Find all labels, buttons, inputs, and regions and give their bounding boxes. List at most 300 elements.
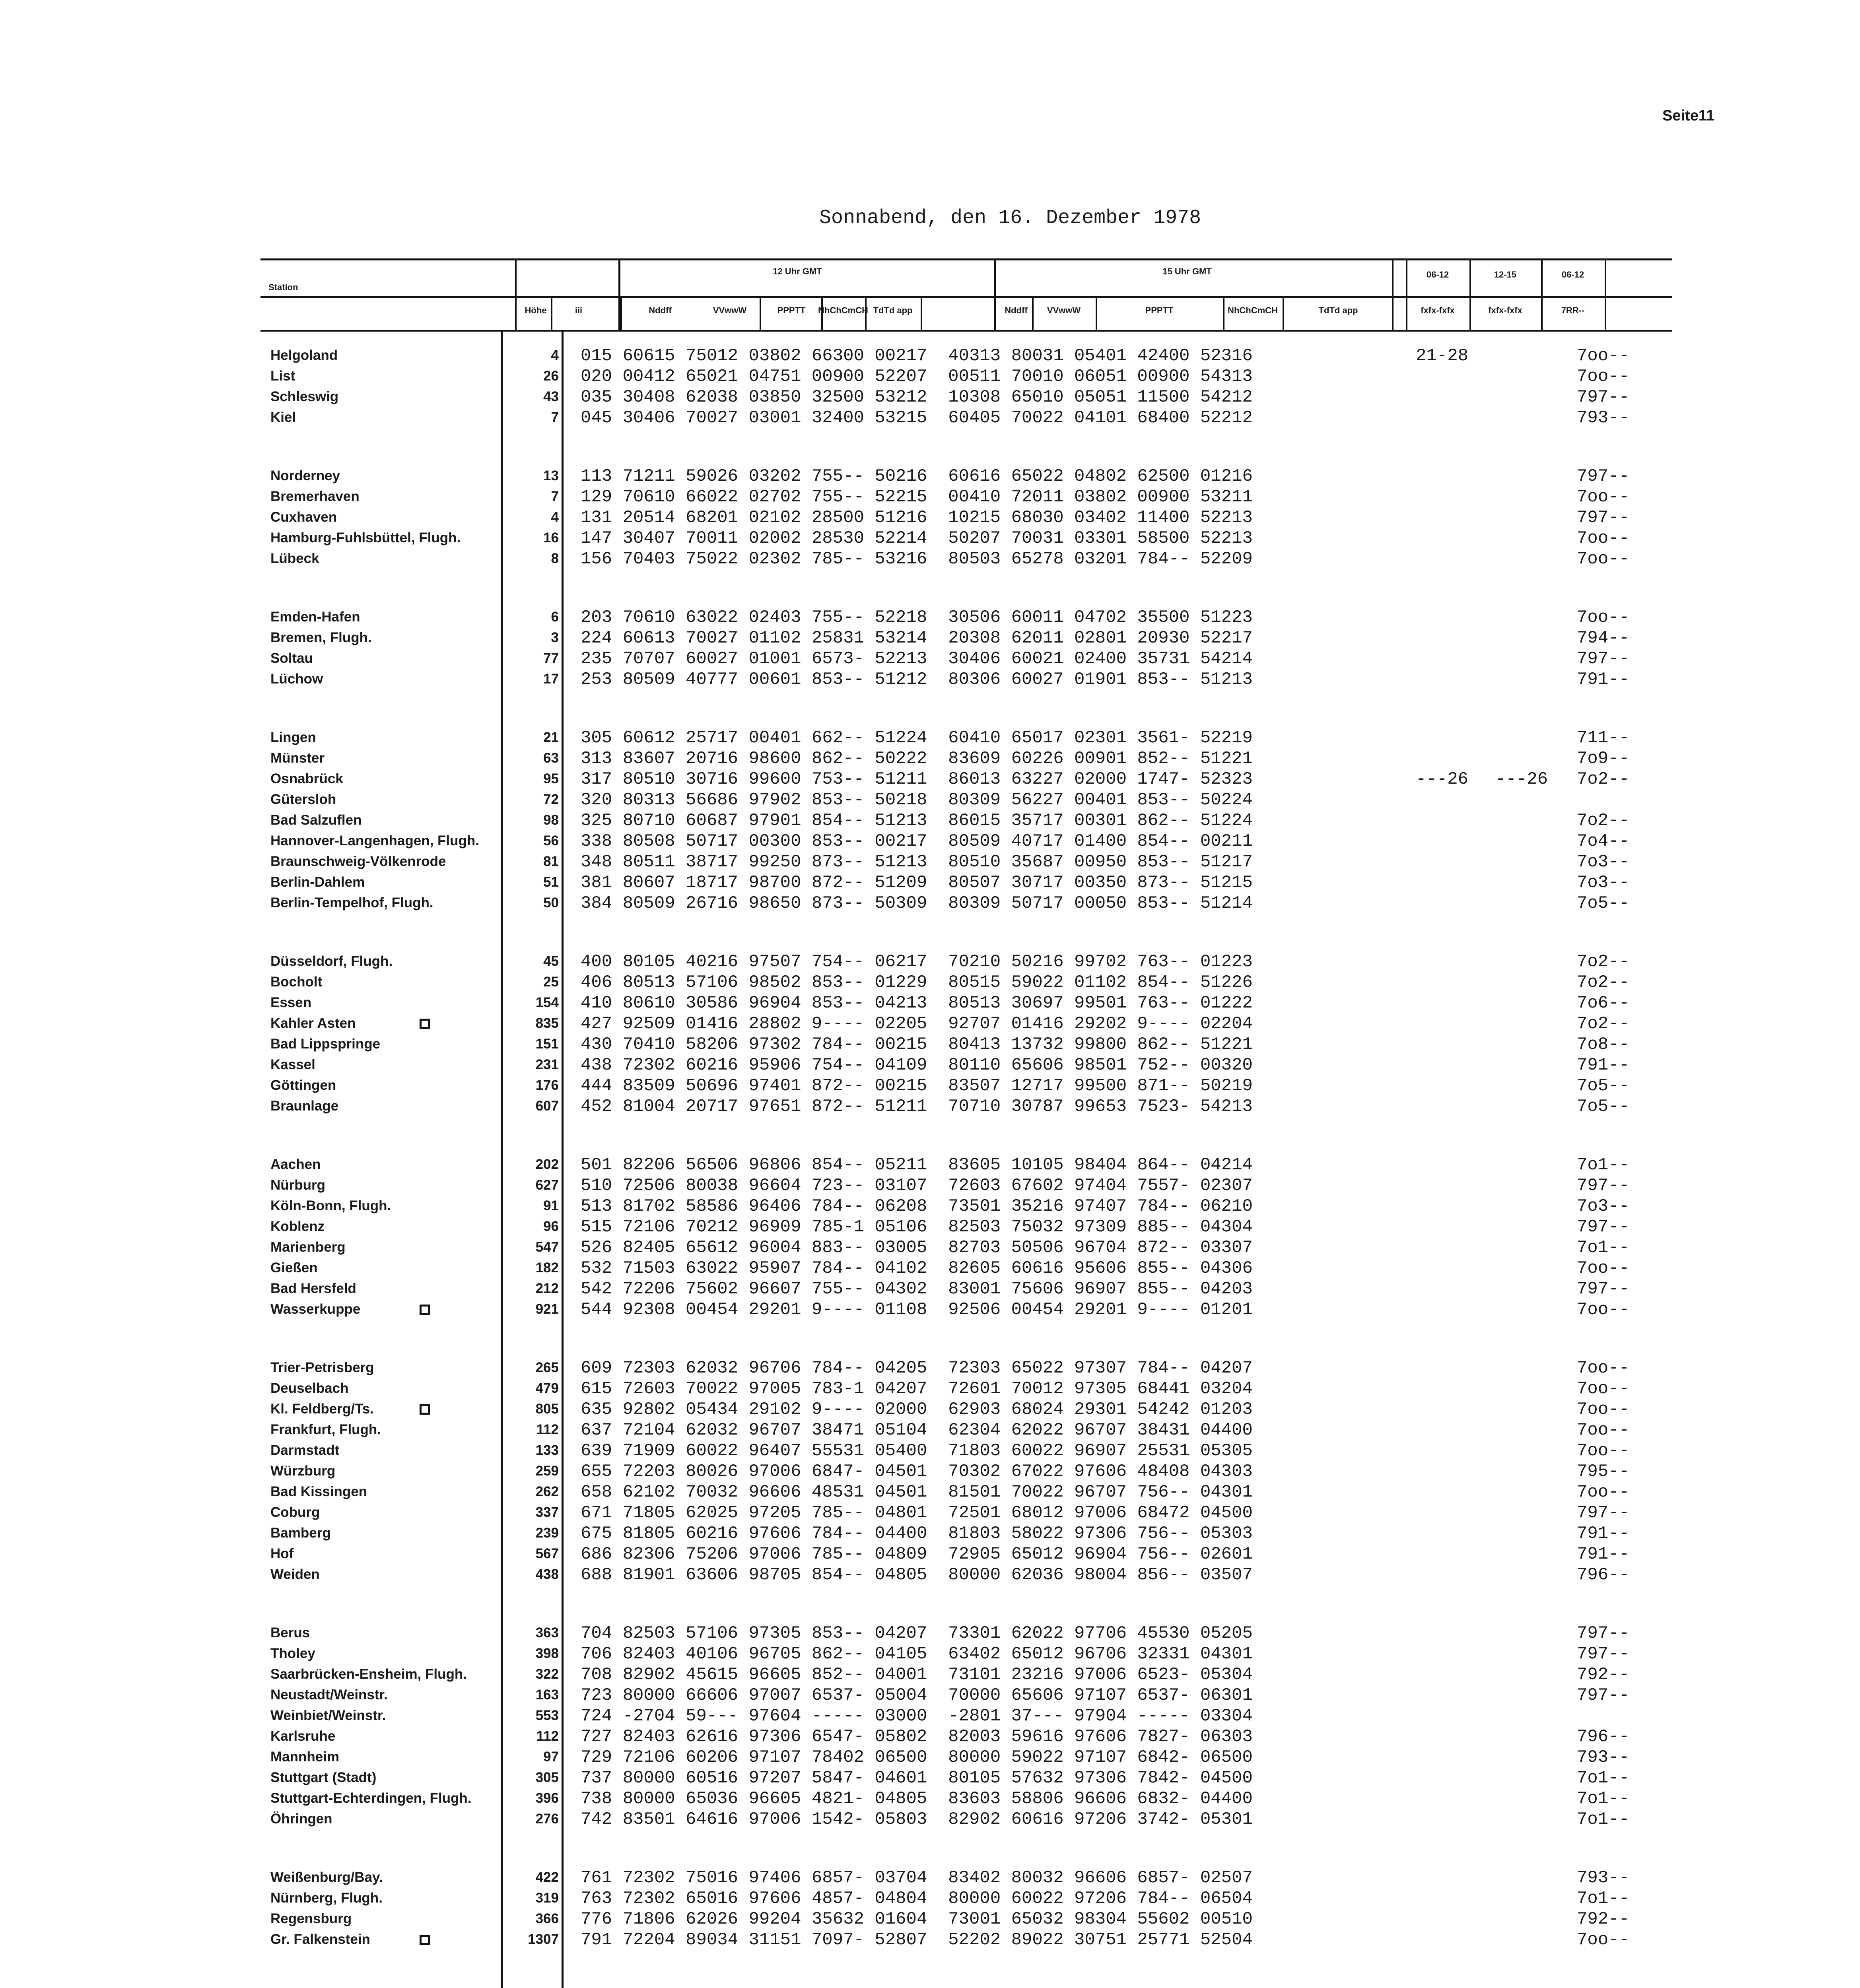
station-height: 43 <box>543 389 559 404</box>
station-name: Wasserkuppe <box>270 1301 361 1317</box>
observation-data: 675 81805 60216 97606 784-- 04400 81803 58022 97306 756-- 05303 <box>581 1524 1253 1543</box>
station-height: 239 <box>535 1525 559 1541</box>
header-group-divider-0 <box>618 258 620 332</box>
station-name: Neustadt/Weinstr. <box>270 1687 388 1703</box>
station-name: Trier-Petrisberg <box>270 1360 374 1375</box>
header-extra-bottom-2: 7RR-- <box>1561 305 1585 315</box>
station-height: 398 <box>535 1646 559 1661</box>
header-iii: iii <box>575 305 583 315</box>
station-height: 56 <box>543 833 559 848</box>
station-height: 363 <box>535 1625 559 1640</box>
station-name: Braunschweig-Völkenrode <box>270 854 446 869</box>
station-height: 6 <box>551 609 559 625</box>
extra-06-12-code: 797-- <box>1577 508 1630 528</box>
observation-data: 325 80710 60687 97901 854-- 51213 86015 35717 00301 862-- 51224 <box>581 811 1253 831</box>
observation-data: 658 62102 70032 96606 48531 04501 81501 70022 96707 756-- 04301 <box>581 1482 1253 1502</box>
observation-data: 544 92308 00454 29201 9---- 01108 92506 00454 29201 9---- 01201 <box>581 1300 1253 1320</box>
header-divider-extra-1 <box>1406 258 1407 332</box>
station-name: Braunlage <box>270 1098 339 1114</box>
extra-06-12-code: 795-- <box>1577 1462 1630 1481</box>
extra-06-12-code: 793-- <box>1577 1868 1630 1888</box>
extra-06-12-code: 7o5-- <box>1577 893 1630 913</box>
observation-data: 706 82403 40106 96705 862-- 04105 63402 65012 96706 32331 04301 <box>581 1644 1253 1664</box>
station-height: 163 <box>535 1687 559 1703</box>
observation-data: 317 80510 30716 99600 753-- 51211 86013 63227 02000 1747- 52323 <box>581 769 1253 789</box>
station-height: 7 <box>551 410 559 425</box>
station-name: Köln-Bonn, Flugh. <box>270 1198 391 1213</box>
observation-data: 763 72302 65016 97606 4857- 04804 80000 60022 97206 784-- 06504 <box>581 1889 1253 1908</box>
observation-data: 406 80513 57106 98502 853-- 01229 80515 59022 01102 854-- 51226 <box>581 973 1253 992</box>
station-name: Tholey <box>270 1646 315 1661</box>
station-name: Kiel <box>270 410 296 425</box>
station-height: 396 <box>535 1790 559 1806</box>
header-divider-extra-0 <box>1392 258 1394 332</box>
extra-06-12-code: 7o2-- <box>1577 973 1630 992</box>
observation-data: 147 30407 70011 02002 28530 52214 50207 70031 03301 58500 52213 <box>581 528 1253 548</box>
header-extra-bottom-0: fxfx-fxfx <box>1421 305 1455 315</box>
observation-data: 501 82206 56506 96806 854-- 05211 83605 10105 98404 864-- 04214 <box>581 1155 1253 1175</box>
extra-06-12-code: 791-- <box>1577 1055 1630 1075</box>
station-height: 72 <box>543 792 559 807</box>
extra-06-12-code: 7o3-- <box>1577 873 1630 893</box>
page-title: Sonnabend, den 16. Dezember 1978 <box>819 207 1201 229</box>
station-height: 13 <box>543 468 559 483</box>
station-height: 553 <box>535 1708 559 1723</box>
station-height: 479 <box>535 1380 559 1396</box>
extra-06-12-code: 7o2-- <box>1577 811 1630 831</box>
observation-data: 615 72603 70022 97005 783-1 04207 72601 70012 97305 68441 03204 <box>581 1379 1253 1399</box>
body-rule-height <box>562 332 564 1988</box>
station-name: Bad Lippspringe <box>270 1036 381 1052</box>
station-height: 51 <box>543 874 559 890</box>
station-height: 212 <box>535 1281 559 1296</box>
extra-06-12-code: 797-- <box>1577 1644 1630 1664</box>
station-name: Düsseldorf, Flugh. <box>270 953 393 969</box>
header-divider-15-2 <box>1223 296 1224 332</box>
station-name: Koblenz <box>270 1219 325 1234</box>
extra-06-12-code: 7o1-- <box>1577 1809 1630 1829</box>
station-name: Emden-Hafen <box>270 609 360 625</box>
observation-data: 131 20514 68201 02102 28500 51216 10215 68030 03402 11400 52213 <box>581 508 1253 528</box>
observation-data: 686 82306 75206 97006 785-- 04809 72905 65012 96904 756-- 02601 <box>581 1544 1253 1564</box>
station-name: List <box>270 368 295 384</box>
observation-data: 045 30406 70027 03001 32400 53215 60405 70022 04101 68400 52212 <box>581 408 1253 428</box>
station-height: 112 <box>536 1728 559 1744</box>
station-name: Frankfurt, Flugh. <box>270 1422 381 1437</box>
station-name: Hannover-Langenhagen, Flugh. <box>270 833 480 848</box>
header-divider-15-1 <box>1096 296 1097 332</box>
station-height: 276 <box>535 1811 559 1827</box>
station-height: 567 <box>535 1546 559 1561</box>
extra-06-12-code: 7o1-- <box>1577 1238 1630 1258</box>
station-name: Bremen, Flugh. <box>270 630 372 645</box>
observation-data: 704 82503 57106 97305 853-- 04207 73301 62022 97706 45530 05205 <box>581 1623 1253 1643</box>
extra-06-12-code: 7o1-- <box>1577 1768 1630 1788</box>
observation-data: 427 92509 01416 28802 9---- 02205 92707 01416 29202 9---- 02204 <box>581 1014 1253 1034</box>
observation-data: 738 80000 65036 96605 4821- 04805 83603 58806 96606 6832- 04400 <box>581 1789 1253 1809</box>
header-col-12-4: TdTd app <box>873 305 913 315</box>
extra-06-12-code: 7oo-- <box>1577 1358 1630 1378</box>
station-name: Bamberg <box>270 1525 331 1541</box>
station-height: 182 <box>535 1260 559 1276</box>
extra-06-12-code: 7o1-- <box>1577 1155 1630 1175</box>
station-height: 45 <box>543 953 559 969</box>
observation-data: 224 60613 70027 01102 25831 53214 20308 62011 02801 20930 52217 <box>581 628 1253 648</box>
station-name: Schleswig <box>270 389 339 404</box>
station-height: 547 <box>535 1239 559 1255</box>
station-name: Helgoland <box>270 348 338 363</box>
station-name: Saarbrücken-Ensheim, Flugh. <box>270 1666 467 1682</box>
observation-data: 513 81702 58586 96406 784-- 06208 73501 35216 97407 784-- 06210 <box>581 1196 1253 1216</box>
header-col-12-2: PPPTT <box>777 305 806 315</box>
observation-data: 020 00412 65021 04751 00900 52207 00511 70010 06051 00900 54313 <box>581 367 1253 386</box>
observation-data: 742 83501 64616 97006 1542- 05803 82902 60616 97206 3742- 05301 <box>581 1809 1253 1829</box>
station-height: 3 <box>551 630 559 645</box>
station-height: 96 <box>543 1219 559 1234</box>
station-height: 50 <box>543 895 559 911</box>
station-height: 607 <box>535 1098 559 1114</box>
header-col-12-0: Nddff <box>649 305 672 315</box>
station-height: 21 <box>543 730 559 745</box>
table-header <box>260 258 1672 334</box>
observation-data: 688 81901 63606 98705 854-- 04805 80000 62036 98004 856-- 03507 <box>581 1565 1253 1585</box>
observation-data: 444 83509 50696 97401 872-- 00215 83507 12717 99500 871-- 50219 <box>581 1076 1253 1096</box>
header-extra-top-0: 06-12 <box>1426 270 1449 280</box>
station-name: Göttingen <box>270 1077 336 1093</box>
observation-data: 655 72203 80026 97006 6847- 04501 70302 67022 97606 48408 04303 <box>581 1462 1253 1481</box>
station-height: 151 <box>535 1036 559 1052</box>
extra-06-12-code: 7oo-- <box>1577 1258 1630 1278</box>
header-divider-12-6 <box>921 296 922 332</box>
header-col-15-4: TdTd app <box>1318 305 1358 315</box>
extra-06-12-code: 791-- <box>1577 1544 1630 1564</box>
station-name: Darmstadt <box>270 1442 340 1458</box>
station-name: Aachen <box>270 1157 321 1172</box>
extra-06-12-code: 7o5-- <box>1577 1076 1630 1096</box>
extra-06-12-code: 7o2-- <box>1577 952 1630 972</box>
station-name: Berlin-Tempelhof, Flugh. <box>270 895 433 911</box>
extra-06-12-code: 7oo-- <box>1577 608 1630 627</box>
extra-06-12-code: 7o5-- <box>1577 1097 1630 1116</box>
station-name: Kahler Asten <box>270 1015 356 1031</box>
station-name: Deuselbach <box>270 1380 349 1396</box>
station-height: 4 <box>551 509 559 525</box>
extra-06-12-code: 797-- <box>1577 649 1630 669</box>
extra-06-12-code: 796-- <box>1577 1727 1630 1747</box>
extra-06-12-code: 7o3-- <box>1577 852 1630 872</box>
header-divider-12-3 <box>760 296 761 332</box>
observation-data: 609 72303 62032 96706 784-- 04205 72303 65022 97307 784-- 04207 <box>581 1358 1253 1378</box>
extra-06-12: 21-28 <box>1416 346 1469 366</box>
extra-06-12-code: 797-- <box>1577 1176 1630 1196</box>
observation-data: 526 82405 65612 96004 883-- 03005 82703 50506 96704 872-- 03307 <box>581 1238 1253 1258</box>
observation-data: 791 72204 89034 31151 7097- 52807 52202 89022 30751 25771 52504 <box>581 1930 1253 1950</box>
header-rule-mid <box>260 296 1672 298</box>
extra-06-12-code: 7oo-- <box>1577 528 1630 548</box>
station-height: 8 <box>551 551 559 566</box>
station-height: 17 <box>543 671 559 687</box>
header-col-15-0: Nddff <box>1005 305 1028 315</box>
extra-06-12-code: 7oo-- <box>1577 346 1630 366</box>
extra-06-12-code: 7oo-- <box>1577 1441 1630 1461</box>
header-divider-12-1 <box>551 296 552 332</box>
observation-data: 235 70707 60027 01001 6573- 52213 30406 60021 02400 35731 54214 <box>581 649 1253 669</box>
station-name: Marienberg <box>270 1239 346 1255</box>
station-name: Regensburg <box>270 1911 352 1926</box>
header-extra-top-2: 06-12 <box>1561 270 1584 280</box>
open-square-icon <box>420 1305 430 1315</box>
header-col-12-1: VVwwW <box>713 305 747 315</box>
observation-data: 727 82403 62616 97306 6547- 05802 82003 59616 97606 7827- 06303 <box>581 1727 1253 1747</box>
station-height: 322 <box>535 1666 559 1682</box>
extra-06-12-code: 796-- <box>1577 1565 1630 1585</box>
extra-06-12-code: 797-- <box>1577 1279 1630 1299</box>
station-name: Coburg <box>270 1505 320 1520</box>
header-divider-12-2 <box>620 296 622 332</box>
extra-06-12-code: 7o6-- <box>1577 993 1630 1013</box>
extra-06-12-code: 7oo-- <box>1577 1420 1630 1440</box>
station-name: Karlsruhe <box>270 1728 336 1744</box>
station-height: 133 <box>535 1442 559 1458</box>
observation-data: 203 70610 63022 02403 755-- 52218 30506 60011 04702 35500 51223 <box>581 608 1253 627</box>
extra-12-15: ---26 <box>1495 769 1548 789</box>
extra-06-12-code: 793-- <box>1577 1747 1630 1767</box>
header-extra-bottom-1: fxfx-fxfx <box>1488 305 1522 315</box>
station-name: Weinbiet/Weinstr. <box>270 1708 386 1723</box>
station-name: Norderney <box>270 468 340 483</box>
station-name: Kassel <box>270 1057 315 1072</box>
body-rule-left <box>501 332 503 1988</box>
observation-data: 542 72206 75602 96607 755-- 04302 83001 75606 96907 855-- 04203 <box>581 1279 1253 1299</box>
station-height: 438 <box>535 1567 559 1582</box>
station-height: 77 <box>543 650 559 666</box>
observation-data: 129 70610 66022 02702 755-- 52215 00410 72011 03802 00900 53211 <box>581 487 1253 507</box>
observation-data: 639 71909 60022 96407 55531 05400 71803 60022 96907 25531 05305 <box>581 1441 1253 1461</box>
station-height: 16 <box>543 530 559 546</box>
observation-data: 410 80610 30586 96904 853-- 04213 80513 30697 99501 763-- 01222 <box>581 993 1253 1013</box>
header-extra-top-1: 12-15 <box>1494 270 1517 280</box>
extra-06-12-code: 797-- <box>1577 387 1630 407</box>
extra-06-12-code: 797-- <box>1577 1217 1630 1237</box>
station-name: Bad Salzuflen <box>270 812 362 828</box>
extra-06-12-code: 792-- <box>1577 1909 1630 1929</box>
extra-06-12-code: 797-- <box>1577 466 1630 486</box>
observation-data: 737 80000 60516 97207 5847- 04601 80105 57632 97306 7842- 04500 <box>581 1768 1253 1788</box>
observation-data: 708 82902 45615 96605 852-- 04001 73101 23216 97006 6523- 05304 <box>581 1665 1253 1685</box>
station-height: 262 <box>535 1484 559 1499</box>
station-name: Öhringen <box>270 1811 332 1827</box>
extra-06-12-code: 791-- <box>1577 670 1630 689</box>
header-divider-15-0 <box>1032 296 1034 332</box>
station-name: Würzburg <box>270 1463 336 1479</box>
observation-data: 510 72506 80038 96604 723-- 03107 72603 67602 97404 7557- 02307 <box>581 1176 1253 1196</box>
observation-data: 313 83607 20716 98600 862-- 50222 83609 60226 00901 852-- 51221 <box>581 749 1253 769</box>
extra-06-12-code: 7o1-- <box>1577 1889 1630 1908</box>
observation-data: 724 -2704 59--- 97604 ----- 03000 -2801 37--- 97904 ----- 03304 <box>581 1706 1253 1726</box>
station-height: 319 <box>535 1890 559 1906</box>
page-number: Seite11 <box>1662 107 1714 124</box>
station-name: Kl. Feldberg/Ts. <box>270 1401 374 1417</box>
header-hoehe: Höhe <box>525 305 547 315</box>
observation-data: 515 72106 70212 96909 785-1 05106 82503 75032 97309 885-- 04304 <box>581 1217 1253 1237</box>
extra-06-12-code: 7o1-- <box>1577 1789 1630 1809</box>
observation-data: 400 80105 40216 97507 754-- 06217 70210 50216 99702 763-- 01223 <box>581 952 1253 972</box>
open-square-icon <box>420 1019 430 1029</box>
extra-06-12-code: 7oo-- <box>1577 367 1630 386</box>
observation-data: 348 80511 38717 99250 873-- 51213 80510 35687 00950 853-- 51217 <box>581 852 1253 872</box>
extra-06-12-code: 791-- <box>1577 1524 1630 1543</box>
extra-06-12-code: 7oo-- <box>1577 1379 1630 1399</box>
station-name: Gießen <box>270 1260 318 1276</box>
station-height: 176 <box>535 1077 559 1093</box>
station-name: Hof <box>270 1546 294 1561</box>
station-height: 63 <box>543 750 559 766</box>
station-height: 202 <box>535 1157 559 1172</box>
station-height: 1307 <box>528 1932 559 1947</box>
station-name: Stuttgart-Echterdingen, Flugh. <box>270 1790 472 1806</box>
extra-06-12-code: 7oo-- <box>1577 1930 1630 1950</box>
station-name: Münster <box>270 750 325 766</box>
station-height: 7 <box>551 489 559 504</box>
station-height: 95 <box>543 771 559 786</box>
station-height: 422 <box>535 1870 559 1885</box>
header-rule-top <box>260 258 1672 260</box>
station-name: Gr. Falkenstein <box>270 1932 370 1947</box>
extra-06-12-code: 7o3-- <box>1577 1196 1630 1216</box>
station-name: Cuxhaven <box>270 509 337 525</box>
extra-06-12-code: 7o2-- <box>1577 769 1630 789</box>
header-divider-15-3 <box>1283 296 1284 332</box>
station-height: 25 <box>543 974 559 990</box>
station-name: Weiden <box>270 1567 320 1582</box>
open-square-icon <box>420 1404 430 1415</box>
station-name: Nürburg <box>270 1177 326 1193</box>
observation-data: 253 80509 40777 00601 853-- 51212 80306 60027 01901 853-- 51213 <box>581 670 1253 689</box>
station-height: 805 <box>535 1401 559 1417</box>
extra-06-12-code: 7oo-- <box>1577 1482 1630 1502</box>
extra-06-12-code: 7oo-- <box>1577 1400 1630 1419</box>
observation-data: 320 80313 56686 97902 853-- 50218 80309 56227 00401 853-- 50224 <box>581 790 1253 810</box>
station-name: Hamburg-Fuhlsbüttel, Flugh. <box>270 530 461 546</box>
header-divider-station <box>515 258 517 332</box>
observation-data: 035 30408 62038 03850 32500 53212 10308 65010 05051 11500 54212 <box>581 387 1253 407</box>
station-name: Osnabrück <box>270 771 343 786</box>
station-height: 337 <box>535 1505 559 1520</box>
station-height: 835 <box>535 1015 559 1031</box>
header-group-15: 15 Uhr GMT <box>1162 266 1212 276</box>
observation-data: 381 80607 18717 98700 872-- 51209 80507 30717 00350 873-- 51215 <box>581 873 1253 893</box>
station-height: 259 <box>535 1463 559 1479</box>
observation-data: 637 72104 62032 96707 38471 05104 62304 62022 96707 38431 04400 <box>581 1420 1253 1440</box>
station-name: Mannheim <box>270 1749 340 1765</box>
station-height: 26 <box>543 368 559 384</box>
observation-data: 438 72302 60216 95906 754-- 04109 80110 65606 98501 752-- 00320 <box>581 1055 1253 1075</box>
observation-data: 532 71503 63022 95907 784-- 04102 82605 60616 95606 855-- 04306 <box>581 1258 1253 1278</box>
observation-data: 384 80509 26716 98650 873-- 50309 80309 50717 00050 853-- 51214 <box>581 893 1253 913</box>
station-name: Lüchow <box>270 671 323 687</box>
observation-data: 015 60615 75012 03802 66300 00217 40313 80031 05401 42400 52316 <box>581 346 1253 366</box>
station-name: Bad Kissingen <box>270 1484 367 1499</box>
station-height: 305 <box>535 1770 559 1785</box>
observation-data: 671 71805 62025 97205 785-- 04801 72501 68012 97006 68472 04500 <box>581 1503 1253 1523</box>
station-name: Gütersloh <box>270 792 336 807</box>
extra-06-12-code: 797-- <box>1577 1503 1630 1523</box>
observation-data: 156 70403 75022 02302 785-- 53216 80503 65278 03201 784-- 52209 <box>581 549 1253 569</box>
station-name: Lingen <box>270 730 316 745</box>
extra-06-12-code: 7oo-- <box>1577 1300 1630 1320</box>
station-height: 97 <box>543 1749 559 1765</box>
observation-data: 305 60612 25717 00401 662-- 51224 60410 65017 02301 3561- 52219 <box>581 728 1253 748</box>
station-height: 98 <box>543 812 559 828</box>
header-divider-extra-2 <box>1469 258 1471 332</box>
header-col-15-3: NhChCmCH <box>1228 305 1278 315</box>
extra-06-12-code: 7oo-- <box>1577 549 1630 569</box>
station-name: Weißenburg/Bay. <box>270 1870 383 1885</box>
extra-06-12-code: 7o2-- <box>1577 1014 1630 1034</box>
station-name: Stuttgart (Stadt) <box>270 1770 377 1785</box>
extra-06-12-code: 797-- <box>1577 1623 1630 1643</box>
observation-data: 729 72106 60206 97107 78402 06500 80000 59022 97107 6842- 06500 <box>581 1747 1253 1767</box>
station-height: 921 <box>535 1301 559 1317</box>
observation-data: 776 71806 62026 99204 35632 01604 73001 65032 98304 55602 00510 <box>581 1909 1253 1929</box>
station-name: Bremerhaven <box>270 489 360 504</box>
extra-06-12-code: 797-- <box>1577 1685 1630 1705</box>
station-name: Berus <box>270 1625 310 1640</box>
station-name: Bad Hersfeld <box>270 1281 356 1296</box>
station-height: 231 <box>535 1057 559 1072</box>
extra-06-12-code: 7o8-- <box>1577 1035 1630 1054</box>
extra-06-12-code: 7o4-- <box>1577 831 1630 851</box>
open-square-icon <box>420 1935 430 1945</box>
station-height: 265 <box>535 1360 559 1375</box>
observation-data: 635 92802 05434 29102 9---- 02000 62903 68024 29301 54242 01203 <box>581 1400 1253 1419</box>
station-height: 112 <box>536 1422 559 1437</box>
header-col-15-1: VVwwW <box>1047 305 1081 315</box>
station-height: 4 <box>551 348 559 363</box>
extra-06-12-code: 7o9-- <box>1577 749 1630 769</box>
extra-06-12-code: 711-- <box>1577 728 1630 748</box>
header-group-divider-1 <box>994 258 996 332</box>
station-height: 366 <box>535 1911 559 1926</box>
header-group-12: 12 Uhr GMT <box>773 266 822 276</box>
station-name: Berlin-Dahlem <box>270 874 365 890</box>
station-name: Soltau <box>270 650 313 666</box>
extra-06-12-code: 793-- <box>1577 408 1630 428</box>
observation-data: 452 81004 20717 97651 872-- 51211 70710 30787 99653 7523- 54213 <box>581 1097 1253 1116</box>
header-divider-extra-4 <box>1605 258 1606 332</box>
station-height: 91 <box>543 1198 559 1213</box>
extra-06-12-code: 792-- <box>1577 1665 1630 1685</box>
station-name: Nürnberg, Flugh. <box>270 1890 383 1906</box>
station-height: 627 <box>535 1177 559 1193</box>
extra-06-12: ---26 <box>1416 769 1469 789</box>
observation-data: 338 80508 50717 00300 853-- 00217 80509 40717 01400 854-- 00211 <box>581 831 1253 851</box>
observation-data: 723 80000 66606 97007 6537- 05004 70000 65606 97107 6537- 06301 <box>581 1685 1253 1705</box>
station-name: Lübeck <box>270 551 319 566</box>
observation-data: 113 71211 59026 03202 755-- 50216 60616 65022 04802 62500 01216 <box>581 466 1253 486</box>
observation-data: 761 72302 75016 97406 6857- 03704 83402 80032 96606 6857- 02507 <box>581 1868 1253 1888</box>
header-col-12-3: NhChCmCH <box>818 305 868 315</box>
header-col-15-2: PPPTT <box>1145 305 1174 315</box>
header-rule-bottom <box>260 330 1672 332</box>
station-name: Bocholt <box>270 974 323 990</box>
header-divider-extra-3 <box>1541 258 1543 332</box>
station-height: 81 <box>543 854 559 869</box>
header-station: Station <box>268 282 298 292</box>
station-name: Essen <box>270 995 312 1010</box>
extra-06-12-code: 7oo-- <box>1577 487 1630 507</box>
extra-06-12-code: 794-- <box>1577 628 1630 648</box>
